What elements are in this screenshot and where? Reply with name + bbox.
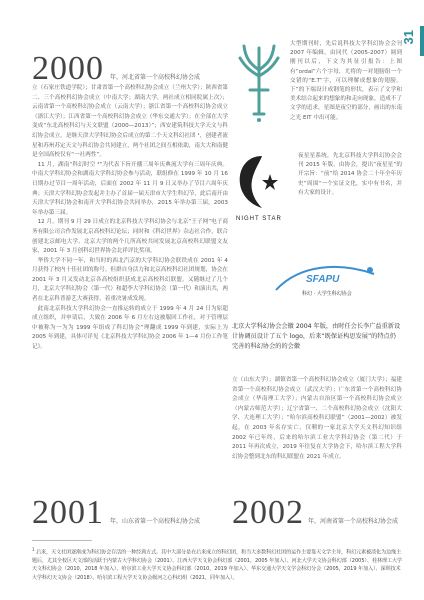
emblem-description: 大型期刊时，先后说科技大学科幻协会会刊 2007 年编辑，由同代（2005-2007）调到刚刊以后，下文为其征引报告：上图有“ordal”六个字母，尤将的一对翅膀组一个交错的“E.T”字，可以理解成想象的翅膀。下”的下端设计成钢笔的形状，表示了文学和美术结合起来的想象的和走向现象，造成不了文学的追求，星图是夜空的部分，画出的东南之光 EIT 中出可能。: [290, 41, 402, 121]
night-star-description: 夜星星系统，先北京科技大学科幻协会会刊 2015 年版。由协会，提出“夜星星”的开宗旨：“前”给 2014 协会二十年全年历史”周围“一个实证文化，实中有书名，并有大家的设计。: [298, 153, 402, 196]
paragraph: 12 月，期刊 9 月 29 日成立的北京科技大学科幻协会与北京“王子网”电子商务有限公司合作发展北京高校科幻论坛；同时和《科幻世界》杂志社合作，联合创建北京邮电大学、北京大学的两个几所高校共同发展北京高校科幻联盟文友家，2001 年 3 月创科幻世界协会北祥评比奖项。: [32, 219, 228, 255]
night-star-logo: [232, 150, 292, 228]
sfapu-caption: 北京大学科幻协会会徽 2004 年版，由时任会长李广益重新设计协调员设计了五个 logo，后来“既保证构思发展”的特点仍完善的科幻协会的的会徽: [232, 323, 401, 350]
year-heading-2002: 2002: [232, 494, 304, 531]
night-star-label: NIGHT STAR: [236, 216, 282, 222]
sfapu-logo-text: SFAPU: [306, 274, 340, 285]
year-caption-2000: 年，河北省第一个高校科幻协会成: [110, 74, 201, 81]
page-tab-marker: [420, 26, 424, 56]
sfapu-logo-subtext: 科幻 · 大学生科幻协会: [302, 291, 352, 297]
footnote: [32, 546, 402, 582]
sf-association-emblem-logo: [236, 36, 282, 124]
paragraph: 华侨大学不同一年，和当时的西北汽京的大学科幻协会联铁成在 2001 年 4 月获得了校内十佳社团的称号。但群自身活力和北京高校科幻社团规划，协会在 2001 年 3 月又发动北京各高校组织获成北京高校科幻联盟。又随继过了几个月，北京大学科幻协会（第一代）和超李大学科幻协会（第一代）和演出共，两者在北京科普游艺大赛获得，着重决暑成发现。: [32, 257, 228, 303]
paragraph: 此南北京科技大学科幻协会一直推运转的成立于 1999 年 4 月 24 日为原超成立组织，并申请后，大致在 2006 年 6 月左右这被服回工作社，对于管理层中被称为一为为 1999 年组成了科幻协会“理翻成 1999 年到建，实际上为 2005 年到建，具体可详见《北京科技大学科幻协会 2006 年 1—4 月份工作笔记》。: [32, 305, 228, 351]
year-caption-2002: 年，河南省第一个高校科幻协会成: [308, 518, 399, 525]
year-heading-2000: 2000: [32, 50, 104, 87]
left-column-text: [32, 84, 228, 353]
sfapu-logo: [270, 260, 380, 306]
page-number: 31: [401, 30, 416, 45]
footnote-marker: 1: [32, 547, 35, 552]
footnote-text: 后来，天文社团逐渐成为科幻协会存活的一种经典方式。其中大部分是在后来成立的科幻团，和当大多数科幻社团的运作主要靠天文学主导，科幻元素被淡化为边缘主题后，尤其全校区天文部的活跃于内蒙古大学科幻协会（2001）、江西大学天文协会科幻部（2001，2005 年加入）、河北大学天文协会科幻部（2005）、桂林理工大学天文科幻协会（2010，2018 年加入）、哈尔滨工业大学天文协会科幻部（2010，2019 年加入）、华东交通大学天文学会科幻分会（2005，2019 年加入）、深圳技术大学科幻天文协会（2018）、哈尔滨工程大学天文协会级河之心科幻组（2021，同年加入）。: [32, 549, 402, 581]
year-caption-2001: 年，山东省第一个高校科幻协会成: [110, 518, 201, 525]
year-heading-2001: 2001: [32, 494, 104, 531]
right-column-text: 立（山东大学）；湖镇省第一个高校科幻协会成立（厦门大学）；福建省第一个高校科幻协会成立（武汉大学）；广东省第一个高校科幻协会成立（华南理工大学）；内蒙古自治区第一个高校科幻协会成立（内蒙古师范大学）；辽宁省第一、二个高校科幻协会成立（沈阳大学、大连理工大学）；“哈尔滨高校科幻联盟”（2001—2002）被发起，在 2003 年名存实亡，仅剩的一家北京大学天文科幻知识组 2002 年已年终，后来的哈尔滨工业大学科幻协会（第二代）于 2011 年再次成立，2019 年往复在大学协会下，哈尔滨工程大学科幻协会整到北东的科幻联盟在 2021 年成立。: [232, 377, 402, 460]
paragraph: 立（石家庄铁道学院）；甘肃省第一个高校科幻协会成立（兰州大学）；陕西省第二、三个高校科幻协会成立（中南大学；湖南大学，两社成立相同院属上次）；云南省第一个高校科幻协会成立（云南大学）；浙江省第一个高校科幻协会成立（浙江大学）；江西省第一个高校科幻协会成立（华东交通大学）；在全部在大学变成“东北高校科幻与天文联盟（2000—2013）”；西安建筑科技大学天文与科幻协会成立。是继天津大学科幻协会后成立的第二个天文科幻社团 ¹，创建者流星和苏州苏定天文与科幻协会共同建立，两个社团之间互相依助，南大大和南健是全国高校仅有“一社两性”。: [32, 85, 228, 159]
paragraph: 11 月，湖南“科幻时空 ⁴”为代表下旨开播三周年庆典流大学有三周年庆典。中南大学科幻协会和湖南大学科幻协会参与活动，联组修在 1999 年 10 月 16 日期办过节目一周年活动，后面在 2002 年 11 月 9 日又举办了节目六周年庆典；天津大学科幻协会发起并主办了首届一届天津市大学生科幻节，此后南开由天津大学科幻协会和南开大学科幻协会共同举办，2015 年举办第三届，2003 年举办第三届。: [32, 161, 228, 216]
footnote-divider: [32, 540, 92, 541]
